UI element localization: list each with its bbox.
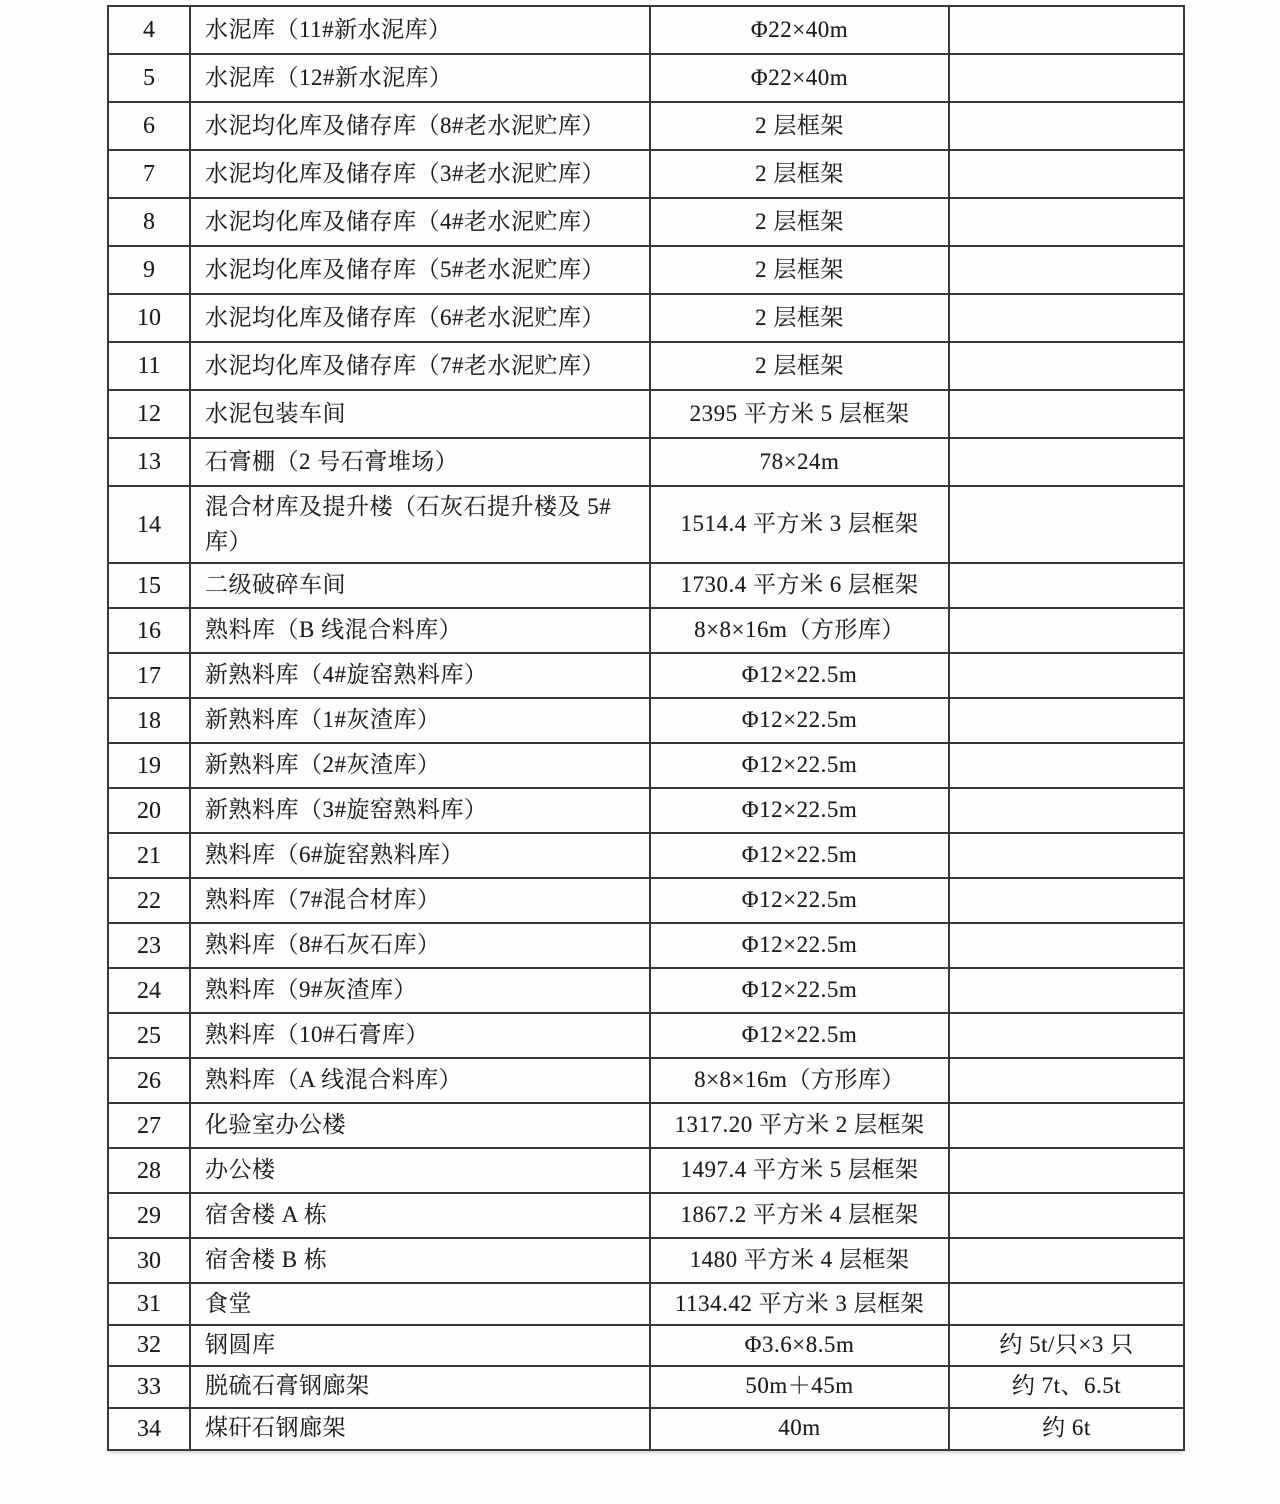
table-row — [108, 1103, 1184, 1148]
weight-cell — [949, 788, 1184, 833]
row-number-cell: 17 — [108, 653, 190, 698]
building-name-cell: 熟料库（9#灰渣库） — [190, 968, 650, 1013]
table-row — [108, 150, 1184, 198]
row-number-cell: 20 — [108, 788, 190, 833]
building-name-cell: 石膏棚（2 号石膏堆场） — [190, 438, 650, 486]
structure-spec-cell: 8×8×16m（方形库） — [650, 1058, 949, 1103]
structure-spec-cell: 1867.2 平方米 4 层框架 — [650, 1193, 949, 1238]
row-number-cell: 21 — [108, 833, 190, 878]
weight-cell — [949, 608, 1184, 653]
building-name-cell: 水泥包装车间 — [190, 390, 650, 438]
row-number-cell: 7 — [108, 150, 190, 198]
row-number-cell: 23 — [108, 923, 190, 968]
weight-cell — [949, 246, 1184, 294]
table-row — [108, 1058, 1184, 1103]
table-row — [108, 1238, 1184, 1283]
structure-spec-cell: Φ22×40m — [650, 6, 949, 54]
building-name-cell: 熟料库（7#混合材库） — [190, 878, 650, 923]
structure-spec-cell: 40m — [650, 1408, 949, 1450]
structure-spec-cell: 2 层框架 — [650, 198, 949, 246]
weight-cell — [949, 486, 1184, 563]
structure-spec-cell: Φ12×22.5m — [650, 923, 949, 968]
structure-spec-cell: Φ12×22.5m — [650, 833, 949, 878]
row-number-cell: 10 — [108, 294, 190, 342]
building-name-cell: 熟料库（8#石灰石库） — [190, 923, 650, 968]
building-name-cell: 水泥库（11#新水泥库） — [190, 6, 650, 54]
row-number-cell: 34 — [108, 1408, 190, 1450]
table-row — [108, 294, 1184, 342]
row-number-cell: 30 — [108, 1238, 190, 1283]
structure-spec-cell: 2 层框架 — [650, 150, 949, 198]
building-name-cell: 宿舍楼 A 栋 — [190, 1193, 650, 1238]
weight-cell — [949, 1013, 1184, 1058]
structure-spec-cell: Φ12×22.5m — [650, 743, 949, 788]
table-row — [108, 878, 1184, 923]
row-number-cell: 19 — [108, 743, 190, 788]
table-row — [108, 608, 1184, 653]
building-name-cell: 熟料库（A 线混合料库） — [190, 1058, 650, 1103]
weight-cell — [949, 1058, 1184, 1103]
weight-cell — [949, 54, 1184, 102]
structure-spec-cell: 1514.4 平方米 3 层框架 — [650, 486, 949, 563]
structure-spec-cell: Φ12×22.5m — [650, 698, 949, 743]
table-row — [108, 54, 1184, 102]
row-number-cell: 16 — [108, 608, 190, 653]
weight-cell — [949, 878, 1184, 923]
building-name-cell: 水泥均化库及储存库（4#老水泥贮库） — [190, 198, 650, 246]
table-row — [108, 1148, 1184, 1193]
weight-cell — [949, 1148, 1184, 1193]
row-number-cell: 27 — [108, 1103, 190, 1148]
weight-cell — [949, 150, 1184, 198]
structure-spec-cell: Φ12×22.5m — [650, 968, 949, 1013]
structure-spec-cell: Φ12×22.5m — [650, 1013, 949, 1058]
weight-cell — [949, 698, 1184, 743]
structure-spec-cell: Φ22×40m — [650, 54, 949, 102]
table-row — [108, 6, 1184, 54]
building-name-cell: 水泥均化库及储存库（5#老水泥贮库） — [190, 246, 650, 294]
table-row — [108, 833, 1184, 878]
table-row — [108, 788, 1184, 833]
table-row — [108, 968, 1184, 1013]
structure-spec-cell: Φ12×22.5m — [650, 653, 949, 698]
row-number-cell: 8 — [108, 198, 190, 246]
row-number-cell: 25 — [108, 1013, 190, 1058]
row-number-cell: 24 — [108, 968, 190, 1013]
table-row — [108, 1283, 1184, 1325]
building-name-cell: 水泥均化库及储存库（6#老水泥贮库） — [190, 294, 650, 342]
building-name-cell: 食堂 — [190, 1283, 650, 1325]
structure-spec-cell: 2 层框架 — [650, 246, 949, 294]
building-name-cell: 新熟料库（3#旋窑熟料库） — [190, 788, 650, 833]
structure-spec-cell: Φ12×22.5m — [650, 788, 949, 833]
row-number-cell: 9 — [108, 246, 190, 294]
building-name-cell: 混合材库及提升楼（石灰石提升楼及 5#库） — [190, 486, 650, 563]
building-spec-table-body — [108, 6, 1184, 1450]
weight-cell — [949, 342, 1184, 390]
row-number-cell: 15 — [108, 563, 190, 608]
weight-cell: 约 5t/只×3 只 — [949, 1325, 1184, 1366]
structure-spec-cell: 2 层框架 — [650, 102, 949, 150]
row-number-cell: 13 — [108, 438, 190, 486]
weight-cell — [949, 833, 1184, 878]
structure-spec-cell: Φ3.6×8.5m — [650, 1325, 949, 1366]
building-name-cell: 二级破碎车间 — [190, 563, 650, 608]
weight-cell — [949, 743, 1184, 788]
building-name-cell: 水泥均化库及储存库（8#老水泥贮库） — [190, 102, 650, 150]
row-number-cell: 28 — [108, 1148, 190, 1193]
structure-spec-cell: 2 层框架 — [650, 294, 949, 342]
table-row — [108, 1325, 1184, 1366]
weight-cell — [949, 923, 1184, 968]
structure-spec-cell: 1317.20 平方米 2 层框架 — [650, 1103, 949, 1148]
weight-cell: 约 7t、6.5t — [949, 1366, 1184, 1408]
building-name-cell: 熟料库（10#石膏库） — [190, 1013, 650, 1058]
structure-spec-cell: 8×8×16m（方形库） — [650, 608, 949, 653]
building-name-cell: 新熟料库（2#灰渣库） — [190, 743, 650, 788]
row-number-cell: 4 — [108, 6, 190, 54]
table-row — [108, 486, 1184, 563]
structure-spec-cell: 1497.4 平方米 5 层框架 — [650, 1148, 949, 1193]
weight-cell — [949, 1238, 1184, 1283]
row-number-cell: 32 — [108, 1325, 190, 1366]
table-row — [108, 438, 1184, 486]
building-name-cell: 水泥均化库及储存库（3#老水泥贮库） — [190, 150, 650, 198]
row-number-cell: 22 — [108, 878, 190, 923]
structure-spec-cell: 1480 平方米 4 层框架 — [650, 1238, 949, 1283]
weight-cell — [949, 653, 1184, 698]
structure-spec-cell: 1134.42 平方米 3 层框架 — [650, 1283, 949, 1325]
building-name-cell: 新熟料库（1#灰渣库） — [190, 698, 650, 743]
row-number-cell: 14 — [108, 486, 190, 563]
table-row — [108, 1193, 1184, 1238]
table-row — [108, 102, 1184, 150]
table-row — [108, 698, 1184, 743]
building-name-cell: 化验室办公楼 — [190, 1103, 650, 1148]
building-spec-table — [107, 5, 1185, 1451]
building-name-cell: 办公楼 — [190, 1148, 650, 1193]
structure-spec-cell: 50m＋45m — [650, 1366, 949, 1408]
building-name-cell: 水泥库（12#新水泥库） — [190, 54, 650, 102]
building-name-cell: 熟料库（B 线混合料库） — [190, 608, 650, 653]
weight-cell — [949, 1193, 1184, 1238]
structure-spec-cell: 2395 平方米 5 层框架 — [650, 390, 949, 438]
table-row — [108, 246, 1184, 294]
row-number-cell: 5 — [108, 54, 190, 102]
row-number-cell: 18 — [108, 698, 190, 743]
table-row — [108, 1013, 1184, 1058]
weight-cell — [949, 1103, 1184, 1148]
building-name-cell: 钢圆库 — [190, 1325, 650, 1366]
row-number-cell: 12 — [108, 390, 190, 438]
weight-cell — [949, 102, 1184, 150]
table-row — [108, 342, 1184, 390]
table-row — [108, 743, 1184, 788]
table-row — [108, 923, 1184, 968]
weight-cell — [949, 198, 1184, 246]
weight-cell — [949, 294, 1184, 342]
building-name-cell: 宿舍楼 B 栋 — [190, 1238, 650, 1283]
building-name-cell: 新熟料库（4#旋窑熟料库） — [190, 653, 650, 698]
weight-cell — [949, 6, 1184, 54]
row-number-cell: 11 — [108, 342, 190, 390]
structure-spec-cell: 78×24m — [650, 438, 949, 486]
building-name-cell: 煤矸石钢廊架 — [190, 1408, 650, 1450]
row-number-cell: 29 — [108, 1193, 190, 1238]
table-row — [108, 653, 1184, 698]
building-name-cell: 熟料库（6#旋窑熟料库） — [190, 833, 650, 878]
table-row — [108, 390, 1184, 438]
building-name-cell: 水泥均化库及储存库（7#老水泥贮库） — [190, 342, 650, 390]
table-row — [108, 198, 1184, 246]
weight-cell: 约 6t — [949, 1408, 1184, 1450]
weight-cell — [949, 968, 1184, 1013]
weight-cell — [949, 390, 1184, 438]
weight-cell — [949, 563, 1184, 608]
structure-spec-cell: 2 层框架 — [650, 342, 949, 390]
structure-spec-cell: 1730.4 平方米 6 层框架 — [650, 563, 949, 608]
table-row — [108, 1408, 1184, 1450]
structure-spec-cell: Φ12×22.5m — [650, 878, 949, 923]
weight-cell — [949, 1283, 1184, 1325]
table-row — [108, 563, 1184, 608]
row-number-cell: 33 — [108, 1366, 190, 1408]
row-number-cell: 6 — [108, 102, 190, 150]
row-number-cell: 31 — [108, 1283, 190, 1325]
building-name-cell: 脱硫石膏钢廊架 — [190, 1366, 650, 1408]
table-row — [108, 1366, 1184, 1408]
weight-cell — [949, 438, 1184, 486]
row-number-cell: 26 — [108, 1058, 190, 1103]
